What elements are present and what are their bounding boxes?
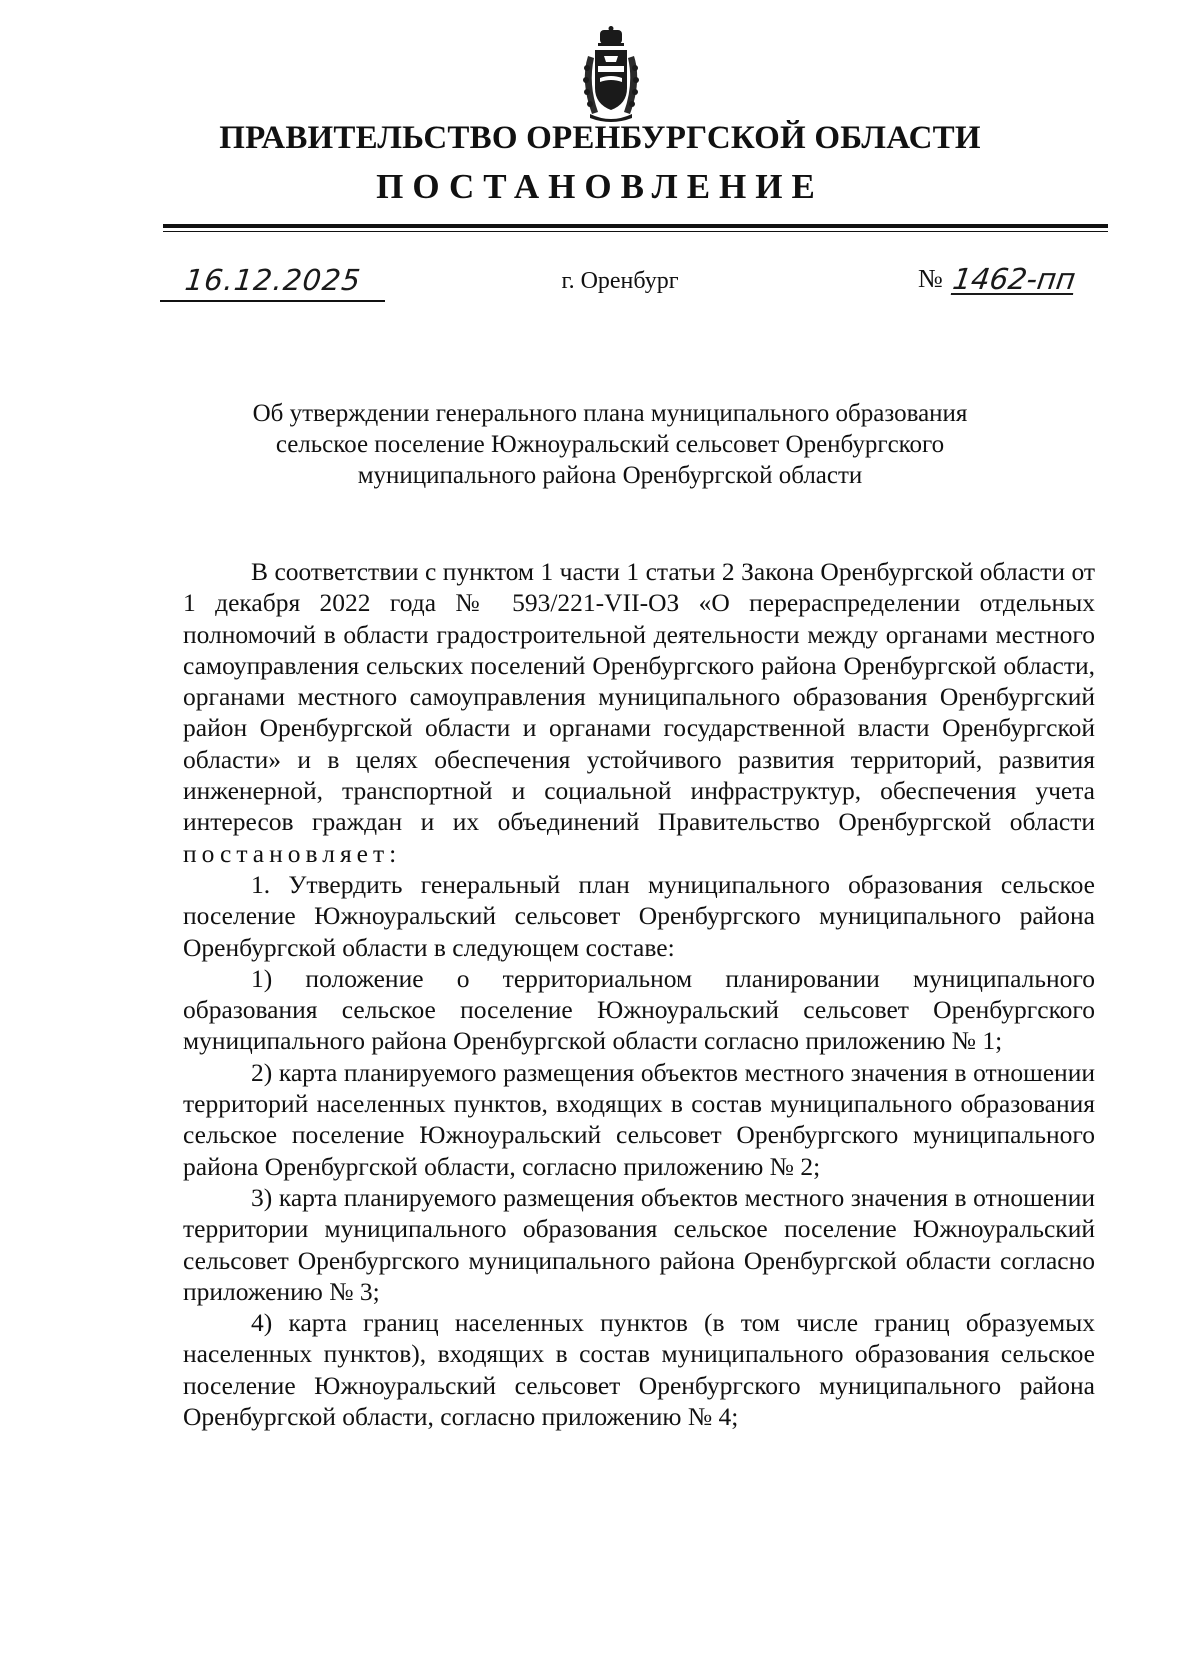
header-divider-thin [163,231,1108,232]
item-paragraph: 1) положение о территориальном планировании муниципального образования сельское поселение Южноуральский сельсовет Оренбургского муниципального района Оренбургской области согласно приложению № 1; [183,963,1095,1056]
item-paragraph: 1. Утвердить генеральный план муниципального образования сельское поселение Южноуральский сельсовет Оренбургского муниципального района Оренбургской области в следующем составе: [183,869,1095,962]
coat-of-arms-icon [578,26,644,126]
organization-name: ПРАВИТЕЛЬСТВО ОРЕНБУРГСКОЙ ОБЛАСТИ [219,120,981,156]
number-sign: № [918,264,943,293]
document-type: ПОСТАНОВЛЕНИЕ [376,167,824,206]
title-line: Об утверждении генерального плана муниципального образования [252,400,968,427]
document-date: 16.12.2025 [183,263,363,297]
date-underline [160,300,385,302]
document-number: 1462-пп [950,262,1078,296]
item-paragraph: 4) карта границ населенных пунктов (в том числе границ образуемых населенных пунктов), входящих в состав муниципального образования сельское поселение Южноуральский сельсовет Оренбургского муниципального района Оренбургской области, согласно приложению № 4; [183,1308,1095,1432]
preamble-text: В соответствии с пунктом 1 части 1 статьи 2 Закона Оренбургской области от 1 декабря 2022 года № 593/221-VII-ОЗ «О перераспределении отдельных полномочий в области градостроительной деятельности между органами местного самоуправления сельских поселений Оренбургского района Оренбургской области, органами местного самоуправления муниципального образования Оренбургский район Оренбургской области и органами государственной власти Оренбургской области» и в целях обеспечения устойчивого развития территорий, развития инженерной, транспортной и социальной инфраструктур, обеспечения учета интересов граждан и их объединений Правительство Оренбургской области [183,557,1095,837]
title-line: сельское поселение Южноуральский сельсовет Оренбургского [275,431,945,458]
header-divider-thick [163,224,1108,228]
decree-word: постановляет: [183,838,402,868]
item-paragraph: 3) карта планируемого размещения объектов местного значения в отношении территории муниципального образования сельское поселение Южноуральский сельсовет Оренбургского муниципального района Оренбургской области согласно приложению № 3; [183,1182,1095,1306]
document-body [183,556,1095,1432]
item-paragraph: 2) карта планируемого размещения объектов местного значения в отношении территорий населенных пунктов, входящих в состав муниципального образования сельское поселение Южноуральский сельсовет Оренбургского муниципального района Оренбургской области, согласно приложению № 2; [183,1057,1095,1181]
document-title [150,398,1070,491]
document-date-field [160,263,385,307]
preamble-paragraph [183,556,1095,869]
title-line: муниципального района Оренбургской области [357,462,863,489]
document-number-field [918,262,1078,296]
document-city: г. Оренбург [561,268,679,294]
